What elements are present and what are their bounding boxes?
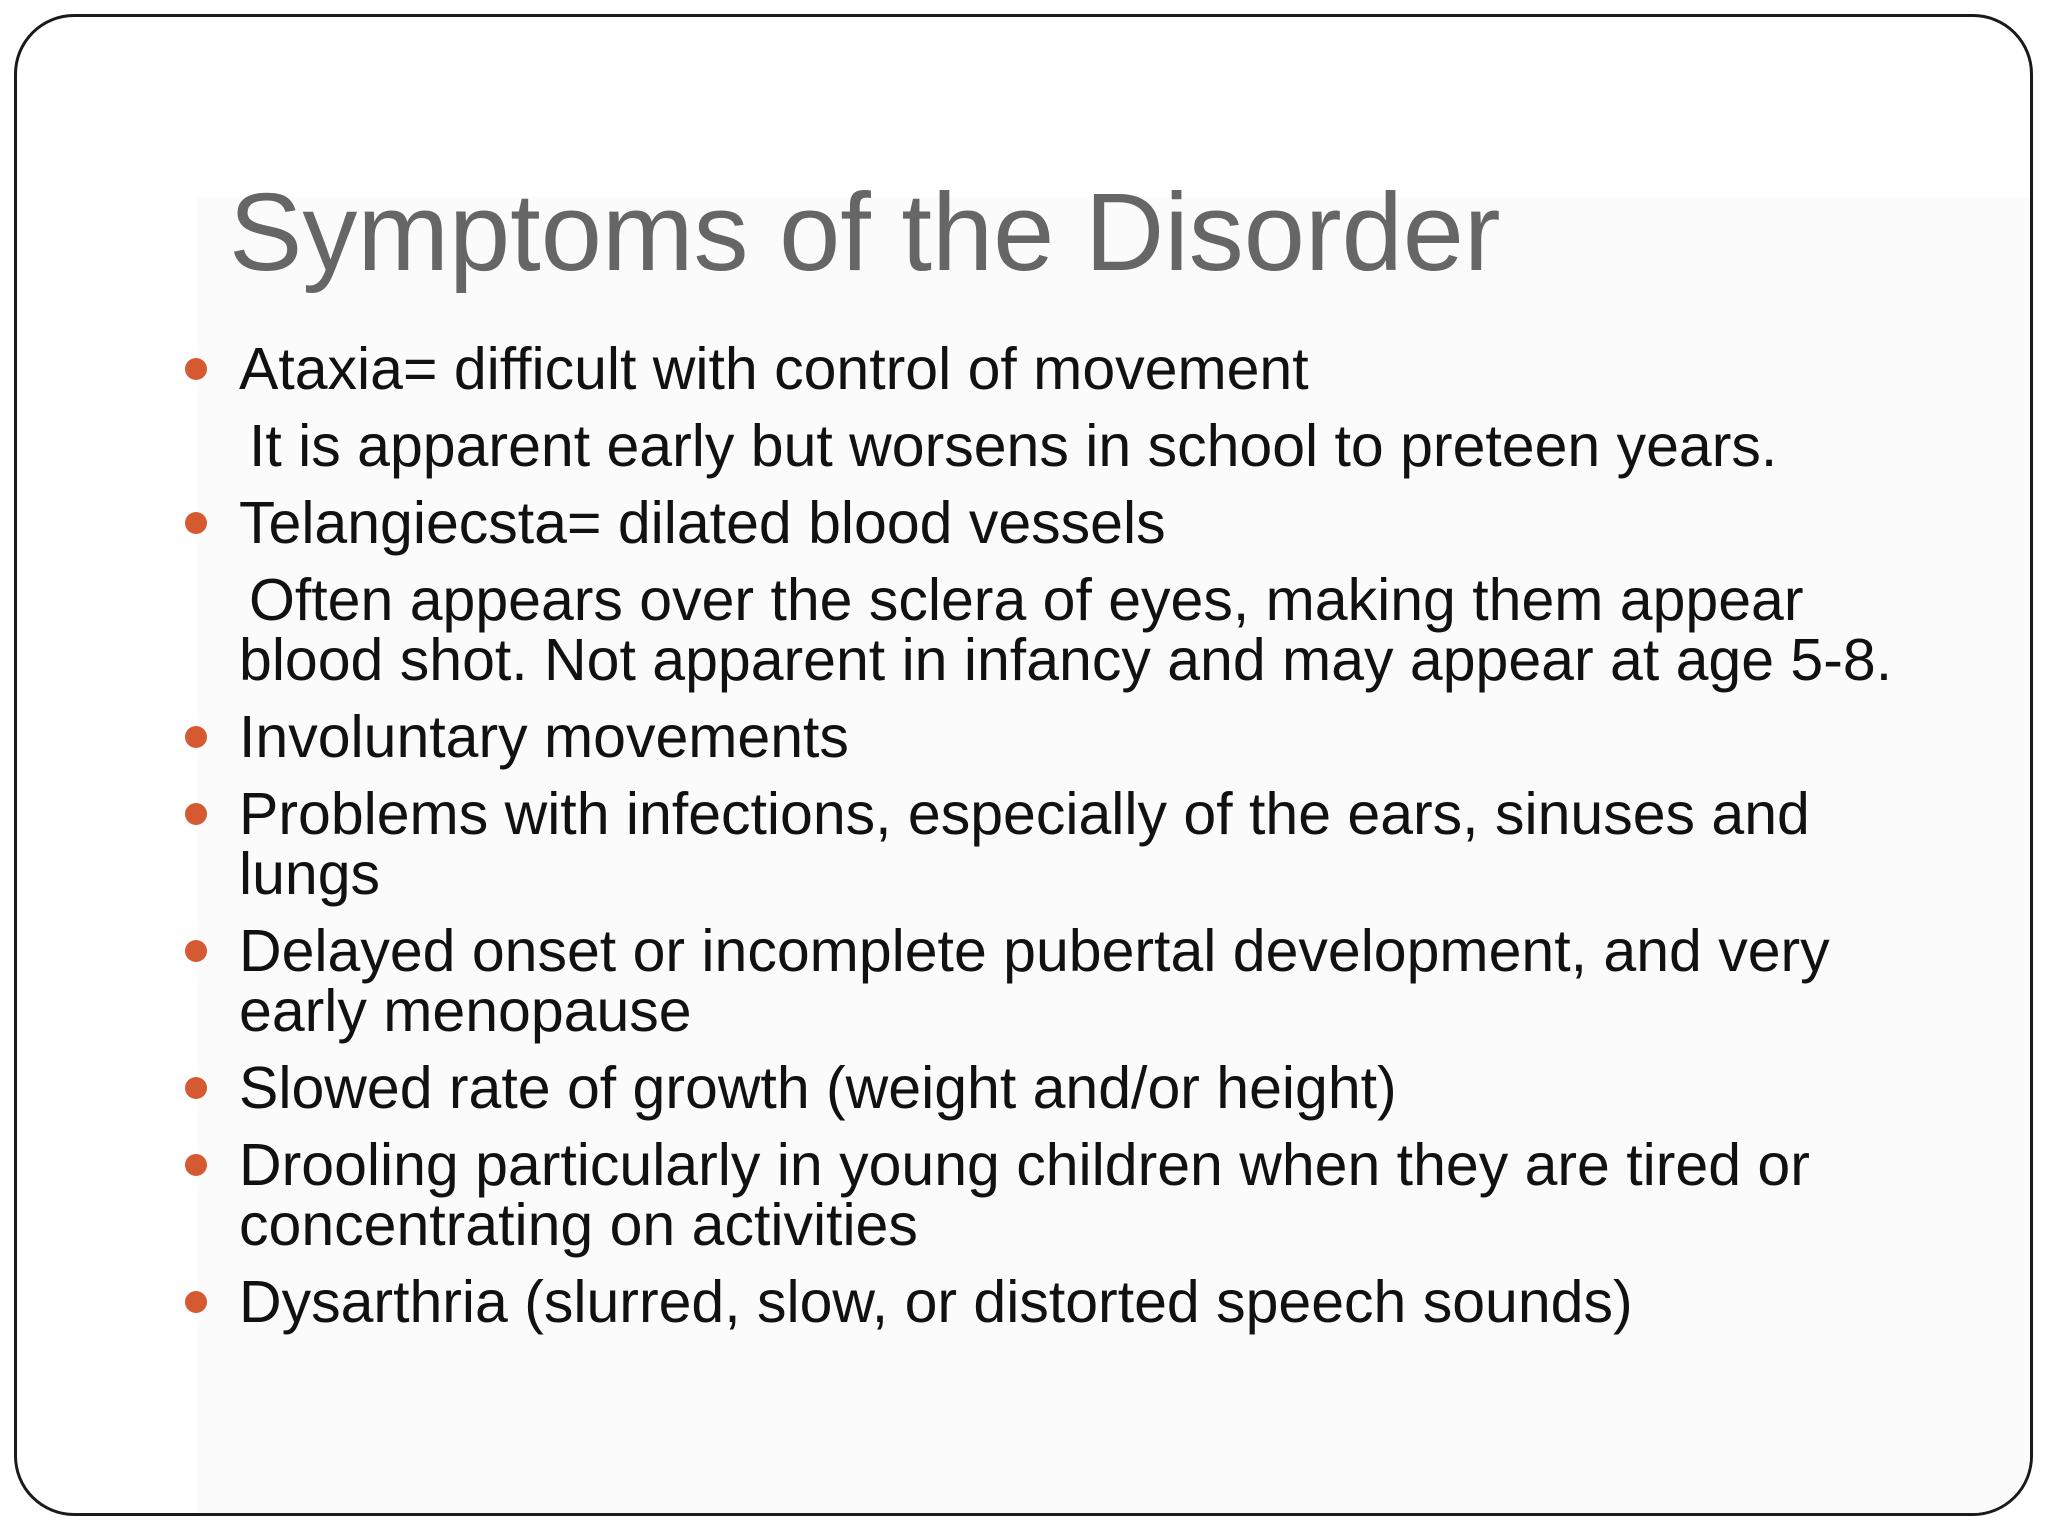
bullet-text: Drooling particularly in young children when they are tired or concentrating on activities bbox=[239, 1132, 1810, 1258]
slide-title: Symptoms of the Disorder bbox=[229, 171, 1501, 294]
bullet-text: Dysarthria (slurred, slow, or distorted speech sounds) bbox=[239, 1269, 1633, 1335]
bullet-dot-icon bbox=[185, 512, 207, 534]
bullet-dot-icon bbox=[185, 1154, 207, 1176]
bullet-text: Ataxia= difficult with control of movement bbox=[239, 336, 1309, 402]
bullet-item-involuntary-movements bbox=[17, 704, 1977, 770]
bullet-item-infections bbox=[17, 781, 1977, 907]
bullet-item-pubertal-development bbox=[17, 918, 1977, 1044]
slide bbox=[14, 14, 2033, 1516]
bullet-detail-text: It is apparent early but worsens in school to preteen years. bbox=[249, 413, 1778, 479]
bullet-text: Delayed onset or incomplete pubertal development, and very early menopause bbox=[239, 918, 1830, 1044]
bullet-text: Involuntary movements bbox=[239, 704, 849, 770]
bullet-dot-icon bbox=[185, 1291, 207, 1313]
bullet-detail-ataxia bbox=[17, 413, 1977, 479]
bullet-text: Problems with infections, especially of the ears, sinuses and lungs bbox=[239, 781, 1810, 907]
bullet-item-slowed-growth bbox=[17, 1055, 1977, 1121]
bullet-text: Telangiecsta= dilated blood vessels bbox=[239, 490, 1166, 556]
bullet-item-ataxia bbox=[17, 336, 1977, 402]
bullet-dot-icon bbox=[185, 940, 207, 962]
bullet-detail-text: Often appears over the sclera of eyes, making them appear blood shot. Not apparent in infancy and may appear at age 5-8. bbox=[239, 567, 1893, 693]
bullet-dot-icon bbox=[185, 358, 207, 380]
bullet-dot-icon bbox=[185, 726, 207, 748]
bullet-dot-icon bbox=[185, 803, 207, 825]
bullet-dot-icon bbox=[185, 1077, 207, 1099]
bullet-item-telangiectasia bbox=[17, 490, 1977, 556]
bullet-detail-telangiectasia bbox=[17, 567, 1977, 693]
bullet-item-dysarthria bbox=[17, 1269, 1977, 1335]
bullet-text: Slowed rate of growth (weight and/or height) bbox=[239, 1055, 1397, 1121]
bullet-item-drooling bbox=[17, 1132, 1977, 1258]
bullet-list bbox=[17, 336, 1977, 1335]
